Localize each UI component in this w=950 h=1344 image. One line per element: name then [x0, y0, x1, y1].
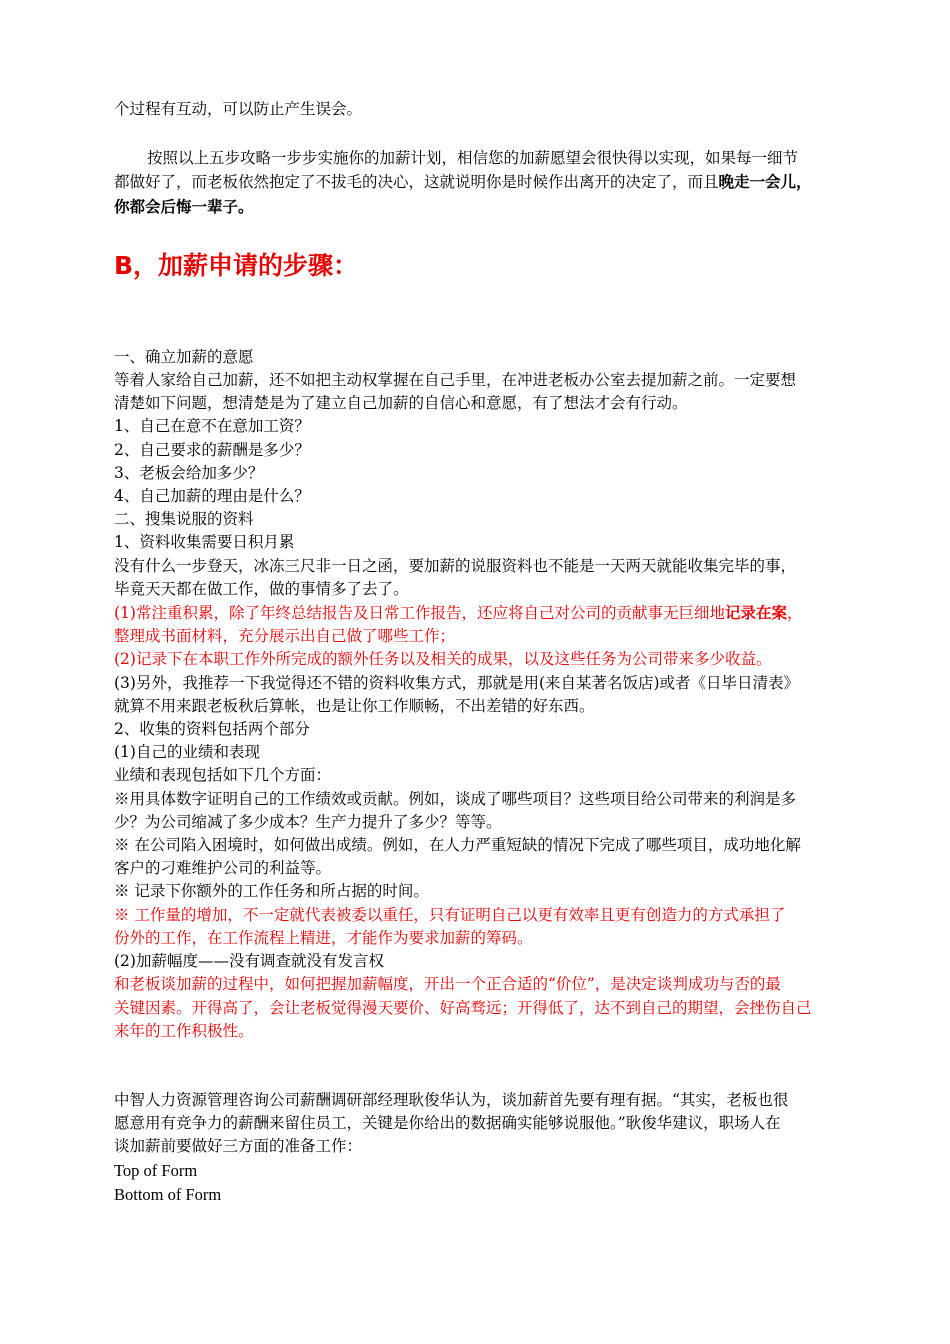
intro-paragraph: 按照以上五步攻略一步步实施你的加薪计划，相信您的加薪愿望会很快得以实现，如果每一细节 都做好了，而老板依然抱定了不拔毛的决心，这就说明你是时候作出离开的决定了，而且晚走一会儿， 你都会后悔一辈子。: [114, 147, 842, 218]
subsection-title: 1、资料收集需要日积月累: [114, 533, 295, 552]
bullet-item: ※ 记录下你额外的工作任务和所占据的时间。: [114, 882, 429, 901]
section-establish-intent: [114, 346, 842, 508]
closing-paragraph: 中智人力资源管理咨询公司薪酬调研部经理耿俊华认为，谈加薪首先要有理有据。“其实，老板也很 愿意用有竞争力的薪酬来留住员工，关键是你给出的数据确实能够说服他。”耿俊华建议，职场人在 谈加薪前要做好三方面的准备工作： Top of Form Bottom of Form: [114, 1089, 842, 1208]
paragraph: 和老板谈加薪的过程中，如何把握加薪幅度，开出一个正合适的“价位”，是决定谈判成功与否的最: [114, 975, 781, 994]
intro-line: 个过程有互动，可以防止产生误会。: [114, 100, 363, 118]
subsection-title: (2)加薪幅度——没有调查就没有发言权: [114, 952, 384, 971]
list-item: 3、老板会给加多少？: [114, 463, 264, 482]
subsection-title: 2、收集的资料包括两个部分: [114, 720, 310, 739]
paragraph: 清楚如下问题，想清楚是为了建立自己加薪的自信心和意愿，有了想法才会有行动。: [114, 394, 688, 413]
emphasis-text: 记录在案: [724, 603, 787, 623]
section-collect-materials: [114, 508, 842, 1043]
paragraph: 等着人家给自己加薪，还不如把主动权掌握在自己手里，在冲进老板办公室去提加薪之前。一定要想: [114, 371, 797, 390]
list-item: (2)记录下在本职工作外所完成的额外任务以及相关的成果，以及这些任务为公司带来多少收益。: [114, 650, 772, 669]
section-title: 一、确立加薪的意愿: [114, 347, 254, 366]
list-item: 就算不用来跟老板秋后算帐，也是让你工作顺畅，不出差错的好东西。: [114, 696, 595, 715]
bullet-item: 少？为公司缩减了多少成本？生产力提升了多少？等等。: [114, 812, 502, 831]
section-title: 二、搜集说服的资料: [114, 510, 254, 529]
paragraph: 来年的工作积极性。: [114, 1021, 254, 1040]
paragraph: 关键因素。开得高了，会让老板觉得漫天要价、好高骛远；开得低了，达不到自己的期望，会挫伤自己: [114, 998, 812, 1017]
emphasis-text: 晚走一会儿，: [718, 172, 812, 192]
list-item: 1、自己在意不在意加工资？: [114, 417, 310, 436]
top-of-form-label: Top of Form: [114, 1160, 198, 1180]
paragraph: 没有什么一步登天，冰冻三尺非一日之函，要加薪的说服资料也不能是一天两天就能收集完毕的事，: [114, 556, 797, 575]
emphasis-text: 你都会后悔一辈子。: [114, 196, 254, 216]
bullet-item: 客户的刁难维护公司的利益等。: [114, 859, 332, 878]
section-heading: B，加薪申请的步骤：: [114, 250, 359, 280]
bullet-item: ※用具体数字证明自己的工作绩效或贡献。例如，谈成了哪些项目？这些项目给公司带来的利润是多: [114, 789, 797, 808]
bullet-item: ※ 在公司陷入困境时，如何做出成绩。例如，在人力严重短缺的情况下完成了哪些项目，成功地化解: [114, 836, 801, 855]
document-page: [114, 98, 842, 1208]
subsection-title: (1)自己的业绩和表现: [114, 743, 260, 762]
list-item: (3)另外，我推荐一下我觉得还不错的资料收集方式，那就是用(来自某著名饭店)或者《日毕日清表》: [114, 673, 800, 692]
list-item: 2、自己要求的薪酬是多少？: [114, 440, 310, 459]
paragraph: 毕竟天天都在做工作，做的事情多了去了。: [114, 579, 409, 598]
bullet-item: ※ 工作量的增加，不一定就代表被委以重任，只有证明自己以更有效率且更有创造力的方式承担了: [114, 905, 786, 924]
bottom-of-form-label: Bottom of Form: [114, 1185, 222, 1205]
list-item: 整理成书面材料，充分展示出自己做了哪些工作；: [114, 627, 456, 646]
bullet-item: 份外的工作，在工作流程上精进，才能作为要求加薪的筹码。: [114, 928, 533, 947]
paragraph: 业绩和表现包括如下几个方面：: [114, 766, 332, 785]
list-item: 4、自己加薪的理由是什么？: [114, 487, 310, 506]
list-item: (1)常注重积累，除了年终总结报告及日常工作报告，还应将自己对公司的贡献事无巨细地记录在案，: [114, 603, 803, 623]
